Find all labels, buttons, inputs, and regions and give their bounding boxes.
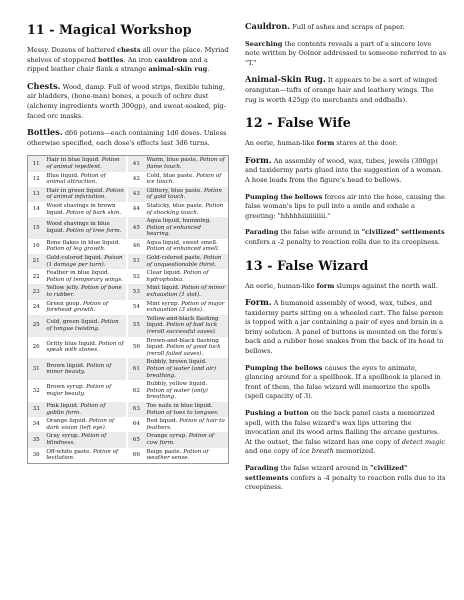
cauldron-paragraph: Cauldron. Full of ashes and scraps of paper.: [245, 21, 405, 31]
wife-parading-paragraph: Parading the false wife around in "civilized" settlements confers a -2 penalty to reaction rolls due to its creepiness.: [245, 228, 445, 246]
wizard-intro: An eerie, human-like form slumps against the north wall.: [245, 281, 438, 290]
potion-row: [28, 315, 229, 337]
wife-form-paragraph: Form. An assembly of wood, wax, tubes, jewels (300gp) and taxidermy parts glued into the suggestion of a woman. A hose leads from the figure's head to bellows.: [245, 154, 443, 184]
potion-description: Wood shavings in brown liquid. Potion of bark skin.: [46, 202, 122, 216]
potion-row: [28, 300, 229, 315]
left-column: [27, 22, 229, 464]
potion-row: [28, 217, 229, 239]
potion-row: [28, 172, 229, 187]
potion-description: Yellow-and-black flashing liquid. Potion of bad luck (reroll successful saves).: [145, 315, 229, 337]
potion-description: Gritty blue liquid. Potion of speak with stones.: [46, 340, 124, 354]
potion-description: Hair in blue liquid. Potion of animal repellent.: [44, 156, 126, 172]
potion-description: Mint liquid. Potion of minor exhaustion (1 slot).: [145, 284, 229, 299]
potion-roll-number: 64: [132, 421, 140, 428]
bottles-paragraph: Bottles. d66 potions—each containing 1d6 doses. Unless otherwise specified, each dose's effects last 3d6 turns.: [27, 127, 227, 147]
potion-roll-number: 23: [28, 284, 45, 299]
potion-row: [28, 187, 229, 202]
potion-description: Bubbly, yellow liquid. Potion of water (only) breathing.: [146, 381, 208, 401]
potion-description: Orange liquid. Potion of dark vision (left eye).: [46, 418, 115, 431]
section-title-false-wife: 12 - False Wife: [245, 115, 351, 131]
wizard-pumping-paragraph: Pumping the bellows causes the eyes to animate, glancing around for a spellbook. If a spellbook is placed in front of them, the false wizard will memorize the spells (spell capacity of 3).: [245, 363, 441, 401]
potion-roll-number: 51: [128, 254, 144, 269]
wizard-parading-paragraph: Parading the false wizard around in "civilized" settlements confers a -4 penalty to reaction rolls due to its creepiness.: [245, 464, 446, 492]
potion-roll-number: 34: [32, 421, 40, 428]
potion-description: Mint syrup. Potion of major exhaustion (3 slots).: [146, 300, 225, 314]
potion-roll-number: 22: [32, 273, 40, 280]
potion-row: [28, 156, 229, 172]
potion-roll-number: 44: [132, 206, 140, 213]
potion-description: Pink liquid. Potion of goblin form.: [44, 402, 126, 417]
potion-description: Aqua liquid, sweet smell. Potion of enhanced smell.: [146, 239, 220, 253]
potion-row: [28, 448, 229, 464]
wizard-form-paragraph: Form. A humanoid assembly of wood, wax, tubes, and taxidermy parts sitting on a wheeled cart. The false person is topped with a jar containing a pair of eyes and brain in a briny solution. A panel of buttons is mounted on the form's back and a rubber hose snakes from the back of its head to bellows.: [245, 297, 444, 356]
potion-roll-number: 36: [32, 451, 40, 458]
potion-roll-number: 54: [132, 303, 140, 310]
potion-roll-number: 12: [32, 175, 40, 182]
potion-description: Green goop. Potion of forehead growth.: [46, 300, 109, 314]
potion-description: Bone flakes in blue liquid. Potion of leg growth.: [46, 239, 121, 253]
potion-roll-number: 46: [132, 243, 140, 250]
potion-table: [27, 155, 229, 463]
potion-roll-number: 32: [32, 387, 40, 394]
potion-description: Glittery, blue paste. Potion of gold touch.: [145, 187, 229, 202]
potion-row: [28, 417, 229, 432]
potion-roll-number: 63: [128, 402, 144, 417]
potion-roll-number: 11: [28, 156, 45, 172]
potion-description: Orange syrup. Potion of cow form.: [145, 432, 229, 447]
potion-description: Red liquid. Potion of hair to feathers.: [146, 418, 225, 431]
potion-roll-number: 55: [128, 315, 144, 337]
potion-description: Feather in blue liquid. Potion of temporary wings.: [46, 270, 124, 283]
potion-roll-number: 15: [28, 217, 45, 239]
potion-row: [28, 380, 229, 402]
potion-roll-number: 31: [28, 358, 45, 380]
workshop-intro: Messy. Dozens of battered chests all over the place. Myriad shelves of stoppered bottles. An iron cauldron and a ripped leather chair flank a strange animal-skin rug.: [27, 46, 229, 74]
potion-roll-number: 13: [28, 187, 45, 202]
potion-roll-number: 24: [32, 303, 40, 310]
potion-row: [28, 432, 229, 447]
potion-roll-number: 35: [28, 432, 45, 447]
potion-roll-number: 25: [28, 315, 45, 337]
potion-roll-number: 42: [132, 175, 140, 182]
potion-description: Hair in green liquid. Potion of animal infuriation.: [44, 187, 126, 202]
potion-description: Beige paste. Potion of weather sense.: [146, 448, 209, 462]
potion-description: Gold-colored paste. Potion of unquestionable thirst.: [145, 254, 229, 269]
potion-row: [28, 254, 229, 269]
potion-row: [28, 358, 229, 380]
potion-description: Brown liquid. Potion of minor beauty.: [44, 358, 126, 380]
potion-description: Cold, blue paste. Potion of ice touch.: [146, 172, 222, 186]
potion-description: Aqua liquid, humming. Potion of enhanced hearing.: [145, 217, 229, 239]
potion-row: [28, 284, 229, 299]
potion-description: Cold, green liquid. Potion of tongue twisting.: [44, 315, 126, 337]
potion-roll-number: 21: [28, 254, 45, 269]
potion-description: Warm, blue paste. Potion of flame touch.: [145, 156, 229, 172]
potion-roll-number: 61: [128, 358, 144, 380]
potion-description: Gold-colored liquid. Poison (1 damage per turn).: [44, 254, 126, 269]
rug-paragraph: Animal-Skin Rug. It appears to be a sort of winged orangutan—tufts of orange hair and leathery wings. The rug is worth 425gp (to merchants and oddballs).: [245, 74, 438, 104]
potion-row: [28, 269, 229, 284]
potion-roll-number: 65: [128, 432, 144, 447]
potion-roll-number: 66: [132, 451, 140, 458]
wife-intro: An eerie, human-like form stares at the door.: [245, 139, 398, 148]
potion-row: [28, 337, 229, 359]
searching-paragraph: Searching the contents reveals a part of a sincere love note written by Oolnor addressed to someone referred to as "T.": [245, 39, 447, 67]
potion-row: [28, 402, 229, 417]
right-column: [245, 22, 447, 500]
potion-row: [28, 239, 229, 254]
potion-row: [28, 202, 229, 217]
potion-description: Wood shavings in blue liquid. Potion of tree form.: [44, 217, 126, 239]
potion-roll-number: 33: [28, 402, 45, 417]
wizard-button-paragraph: Pushing a button on the back panel casts a memorized spell, with the false wizard's wax lips uttering the invocation and its wood arms flailing the arcane gestures. At the outset, the false wizard has one copy of detect magic and one copy of ice breath memorized.: [245, 409, 446, 456]
potion-description: Gray syrup. Potion of blindness.: [44, 432, 126, 447]
potion-description: Brown-and-black flashing liquid. Potion of good luck (reroll failed saves).: [146, 337, 221, 357]
potion-description: Off-white paste. Potion of levitation.: [46, 448, 119, 462]
section-title-magical-workshop: 11 - Magical Workshop: [27, 22, 192, 37]
potion-description: Brown syrup. Potion of major beauty.: [46, 384, 112, 398]
potion-roll-number: 56: [132, 344, 140, 351]
potion-description: Toe nails in blue liquid. Potion of toes to tongues.: [145, 402, 229, 417]
potion-roll-number: 52: [132, 273, 140, 280]
potion-roll-number: 41: [128, 156, 144, 172]
potion-description: Clear liquid. Potion of hydrophobia.: [146, 270, 209, 283]
potion-roll-number: 26: [32, 344, 40, 351]
potion-roll-number: 16: [32, 243, 40, 250]
potion-roll-number: 14: [32, 206, 40, 213]
potion-description: Blue liquid. Potion of animal attraction.: [46, 172, 106, 186]
potion-roll-number: 53: [128, 284, 144, 299]
section-title-false-wizard: 13 - False Wizard: [245, 257, 369, 273]
potion-description: Staticky, blue paste. Potion of shocking touch.: [146, 202, 224, 216]
potion-description: Yellow jelly. Potion of bone to rubber.: [44, 284, 126, 299]
potion-description: Bubbly, brown liquid. Potion of water (and air) breathing.: [145, 358, 229, 380]
wife-pumping-paragraph: Pumping the bellows forces air into the hose, causing the false woman's lips to pull into a smile and exhale a greeting: "hhhhhiiiiiiiiiii.": [245, 192, 445, 220]
chests-paragraph: Chests. Wood, damp. Full of wood strips, flexible tubing, air bladders, (bone-man) bones, a pouch of ochre dust (alchemy ingredients worth 300gp), and sweat-soaked, pig-faced orc masks.: [27, 80, 226, 120]
potion-roll-number: 45: [128, 217, 144, 239]
potion-roll-number: 43: [128, 187, 144, 202]
potion-roll-number: 62: [132, 387, 140, 394]
